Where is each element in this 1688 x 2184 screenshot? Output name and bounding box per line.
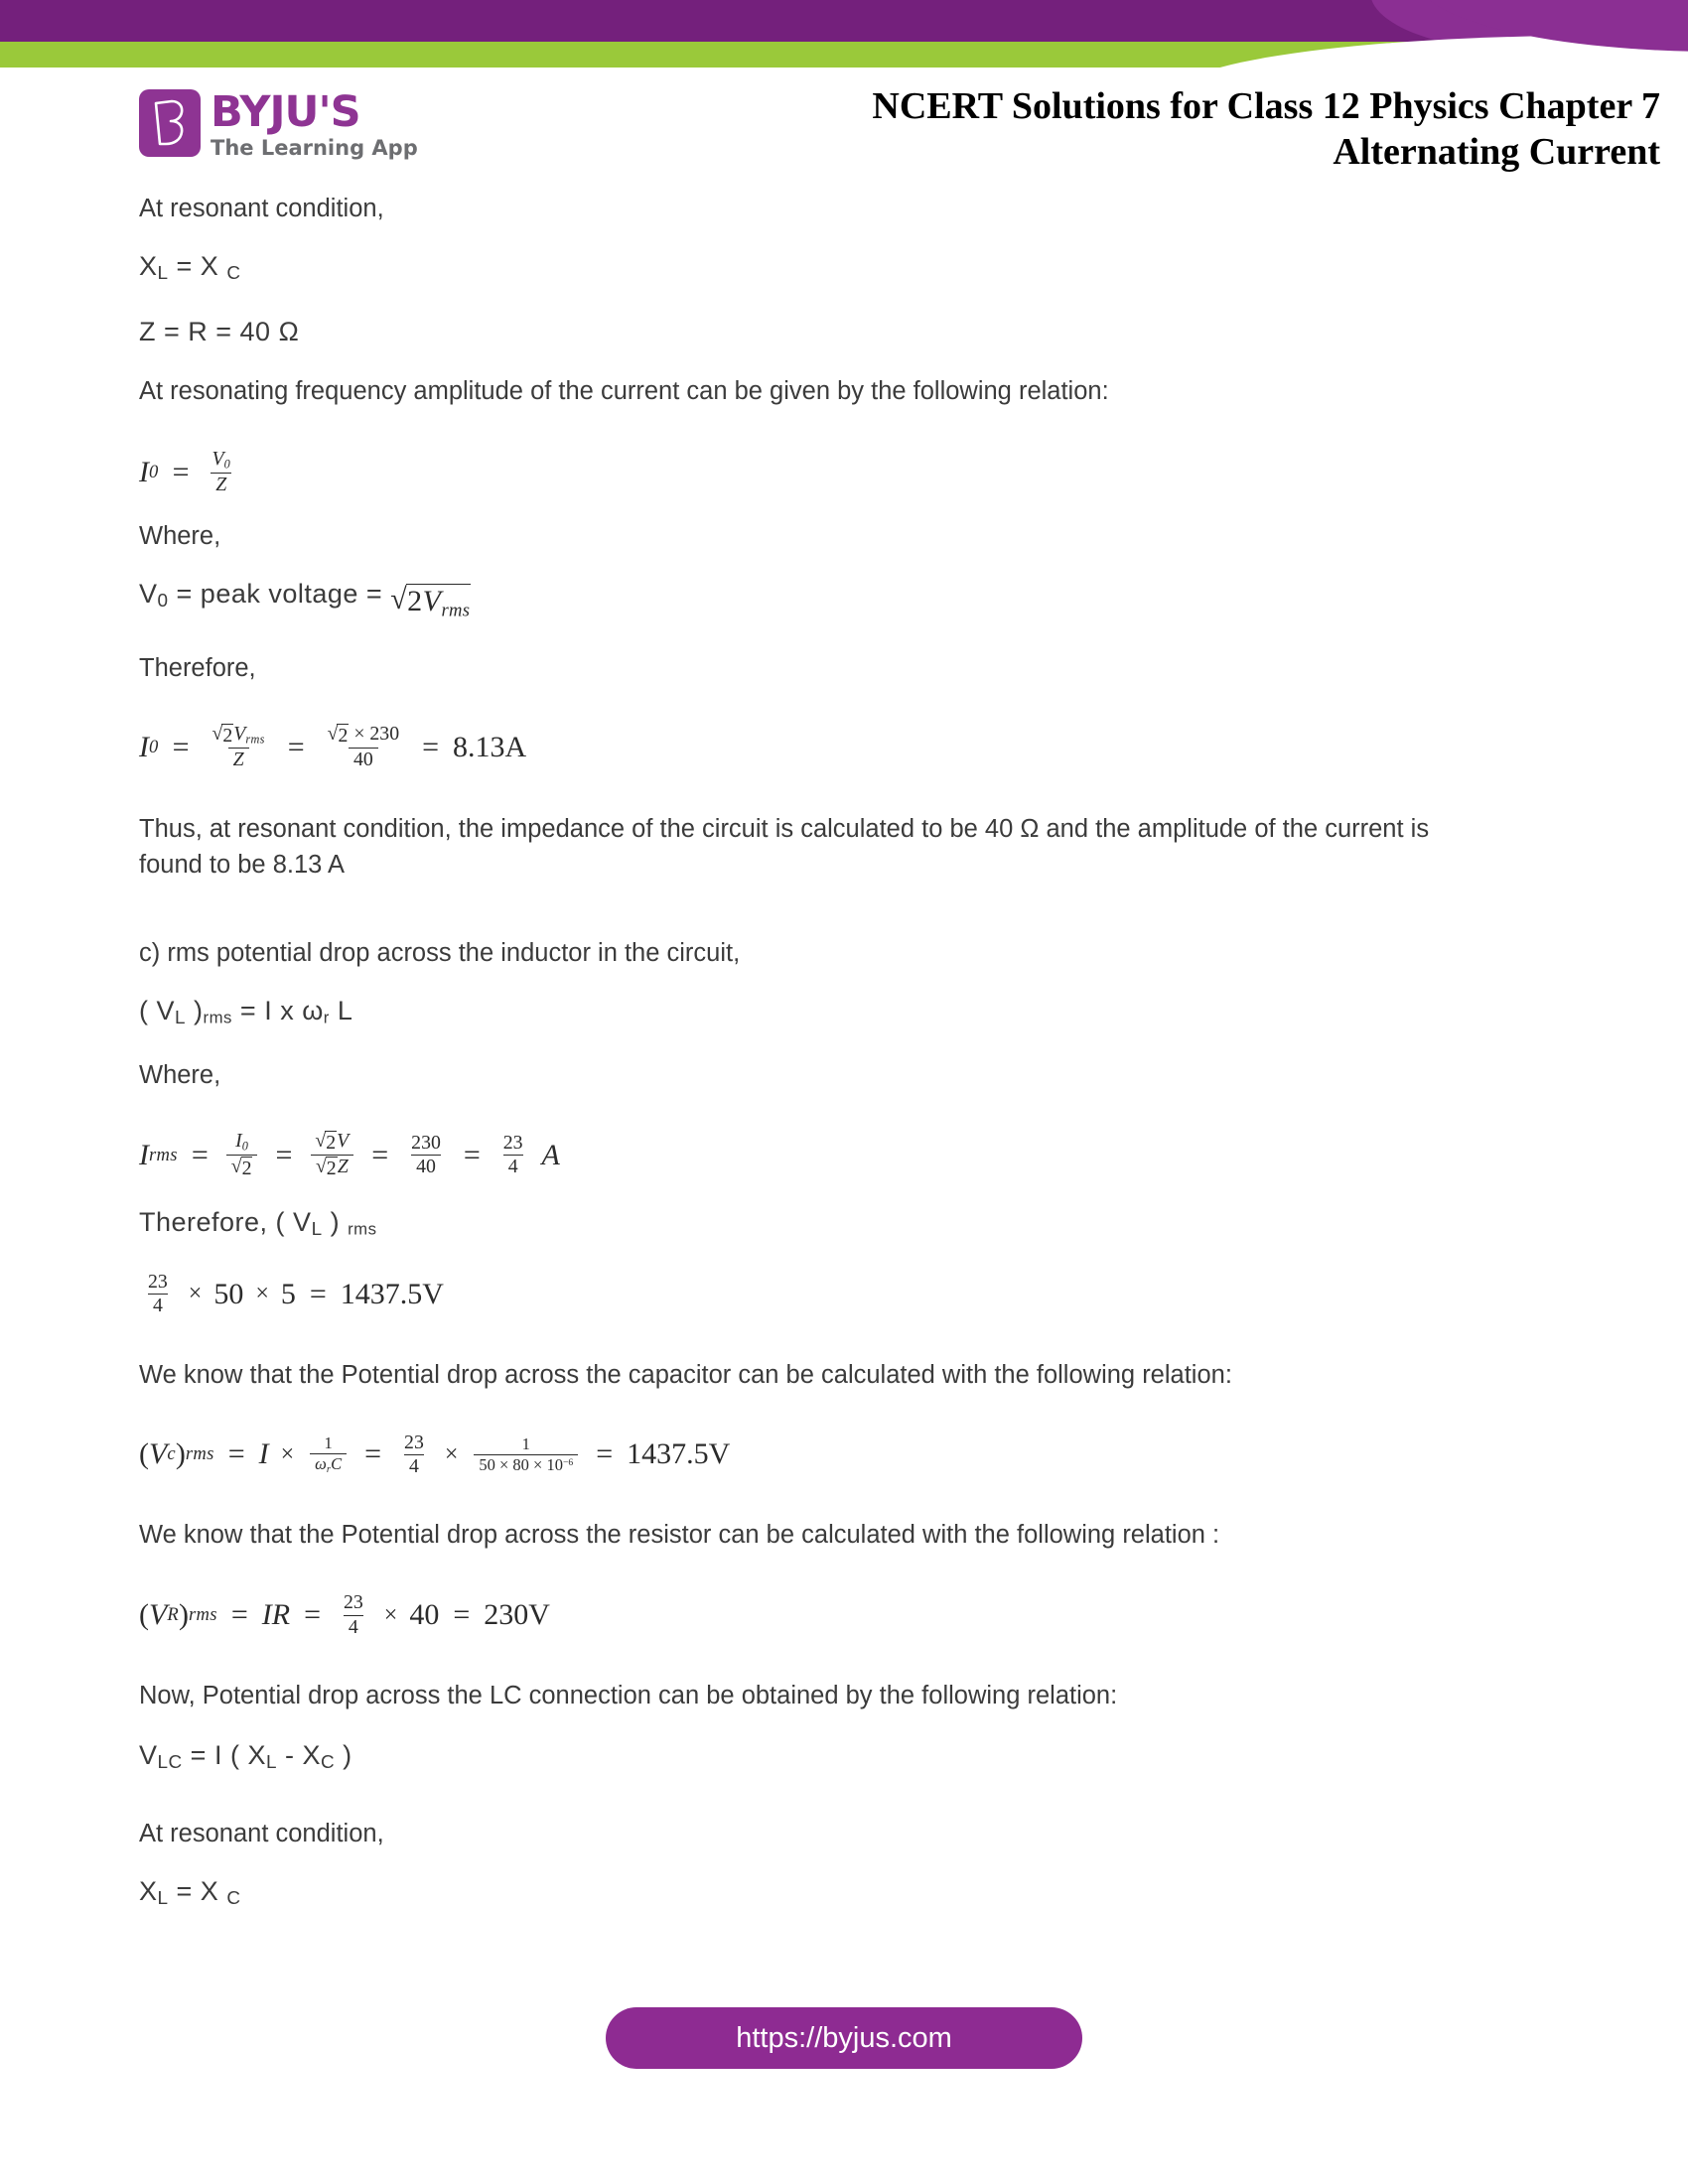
- fraction-denominator: [310, 1453, 347, 1475]
- spacer: [139, 710, 1549, 724]
- fraction-230-over-40: [406, 1133, 446, 1178]
- vc-symbol: V: [149, 1437, 168, 1471]
- multiply-sign-2: ×: [444, 1440, 459, 1467]
- rms-subscript: rms: [203, 1008, 232, 1027]
- irms-subscript: rms: [149, 1144, 178, 1165]
- radical-sign: √: [390, 583, 408, 616]
- radicand-value: 2: [326, 1131, 337, 1154]
- fraction-numerator: [208, 449, 236, 473]
- spacer: [139, 1117, 1549, 1131]
- text-resonating-frequency: At resonating frequency amplitude of the current can be given by the following relation:: [139, 377, 1109, 406]
- v-var-subscript: rms: [245, 732, 265, 747]
- spacer: [139, 908, 1549, 938]
- fraction-sqrt2x230-over-40: [323, 724, 404, 771]
- xl-subscript: L: [157, 1888, 169, 1910]
- omega-r-subscript: r: [323, 1008, 330, 1027]
- spacer: [139, 1343, 1549, 1357]
- fraction-23-over-4: [498, 1133, 528, 1178]
- therefore-label: Therefore, ( V: [139, 1206, 312, 1237]
- equals-sign-3: =: [371, 1138, 389, 1171]
- rms-subscript: rms: [189, 1604, 217, 1626]
- xl-symbol: X: [139, 251, 158, 281]
- fraction-numerator: √ 2 V: [315, 1129, 350, 1154]
- multiply-sign: ×: [383, 1601, 398, 1628]
- spacer: [139, 435, 1549, 449]
- equals-sign-1: =: [227, 1437, 245, 1471]
- fraction-numerator: √ 2 Vrms: [211, 723, 265, 748]
- spacer: [139, 797, 1549, 811]
- sqrt-2-vrms: [390, 584, 471, 627]
- b-letter-icon: [152, 99, 186, 146]
- i0-symbol: I: [139, 455, 149, 488]
- vr-symbol: V: [149, 1598, 168, 1632]
- equals-sign-3: =: [422, 730, 440, 763]
- xc-subscript: C: [226, 1888, 241, 1910]
- equals-sign-2: =: [287, 730, 305, 763]
- equals-sign-3: =: [453, 1598, 471, 1632]
- ampere-unit: A: [541, 1138, 560, 1171]
- minus-xc: - X: [276, 1740, 321, 1771]
- document-content: [139, 194, 1549, 1941]
- text-at-resonant-condition-2: At resonant condition,: [139, 1820, 384, 1848]
- radicand: [406, 584, 471, 627]
- close-paren: ): [322, 1206, 349, 1237]
- fraction-23-over-4: [399, 1433, 429, 1478]
- vlc-subscript: LC: [157, 1752, 183, 1774]
- fraction-v0-over-z: [208, 449, 236, 495]
- fraction-i0-over-sqrt2: [226, 1131, 258, 1179]
- equation-xl-equals-xc-1: [139, 250, 1549, 290]
- current-symbol: I: [258, 1437, 269, 1471]
- equation-irms-chain: [139, 1131, 1549, 1180]
- equation-vl-rms-definition: [139, 995, 1549, 1034]
- text-where-1: Where,: [139, 522, 221, 551]
- vc-subscript: c: [167, 1443, 176, 1465]
- equals-sign-1: =: [230, 1598, 248, 1632]
- fraction-numerator: 23: [404, 1431, 424, 1453]
- denominator-exponent: −6: [563, 1456, 574, 1468]
- spacer: [139, 1419, 1549, 1433]
- i0-subscript: 0: [149, 736, 159, 757]
- equals-sign: =: [309, 1277, 327, 1310]
- equals-sign-4: =: [463, 1138, 481, 1171]
- vlc-rhs: = I ( X: [182, 1740, 266, 1771]
- vl-rhs: = I x ω: [231, 995, 324, 1025]
- i-symbol: I: [235, 1130, 242, 1153]
- page-title-line-1: NCERT Solutions for Class 12 Physics Chapter 7: [872, 85, 1660, 127]
- v-subscript-zero: 0: [157, 591, 169, 613]
- byjus-logo: [139, 89, 418, 160]
- fraction-denominator: 4: [404, 1454, 424, 1477]
- irms-symbol: I: [139, 1138, 149, 1171]
- v-var: V: [422, 585, 442, 618]
- vc-result: 1437.5V: [627, 1437, 731, 1471]
- radicand-value: 2: [241, 1158, 252, 1180]
- byjus-url-button[interactable]: [606, 2007, 1082, 2069]
- vlc-symbol: V: [139, 1740, 158, 1771]
- value-40: 40: [409, 1598, 440, 1632]
- logo-wordmark: BYJU'S: [211, 87, 360, 137]
- text-part-c-heading: c) rms potential drop across the inductor in the circuit,: [139, 938, 741, 967]
- vr-subscript: R: [167, 1604, 179, 1626]
- fraction-numerator: [230, 1131, 253, 1155]
- equals-sign-2: =: [275, 1138, 293, 1171]
- fraction-numerator: 23: [343, 1591, 363, 1614]
- radicand-value: 2: [338, 725, 349, 748]
- spacer: [139, 1664, 1549, 1678]
- equation-peak-voltage: [139, 578, 1549, 627]
- equation-vl-value: [139, 1272, 1549, 1317]
- spacer: [139, 1578, 1549, 1592]
- vl-open-paren: ( V: [139, 995, 176, 1025]
- vr-result: 230V: [484, 1598, 550, 1632]
- xl-symbol: X: [139, 1876, 158, 1907]
- vl-subscript: L: [175, 1007, 187, 1028]
- vl-subscript: L: [311, 1218, 323, 1240]
- fraction-sqrt2v-over-sqrt2z: [310, 1131, 353, 1180]
- equals-sign-3: =: [596, 1437, 614, 1471]
- multiply-sign-2: ×: [255, 1281, 269, 1307]
- close-paren: ): [175, 1437, 186, 1471]
- rms-subscript: rms: [348, 1219, 377, 1239]
- fraction-numerator: 23: [148, 1270, 168, 1293]
- fraction-denominator: 40: [411, 1155, 441, 1177]
- equation-vc-rms: [139, 1433, 1549, 1478]
- multiply-sign-1: ×: [280, 1440, 295, 1467]
- spacer: [139, 1805, 1549, 1819]
- fraction-denominator: [474, 1454, 578, 1474]
- page-title-line-2: Alternating Current: [1333, 131, 1660, 173]
- text-therefore-vl-rms: [139, 1206, 1549, 1246]
- v0-subscript: 0: [223, 457, 231, 472]
- equation-z-equals-r: Z = R = 40 Ω: [139, 317, 300, 347]
- vl-close-paren: ): [186, 995, 204, 1025]
- v-var-subscript: rms: [441, 601, 471, 622]
- omega-subscript: r: [326, 1463, 332, 1475]
- v-symbol: V: [139, 579, 158, 610]
- i-subscript: 0: [241, 1139, 249, 1154]
- text-capacitor-relation: We know that the Potential drop across the capacitor can be calculated with the following relation:: [139, 1360, 1232, 1389]
- xl-subscript: L: [265, 1752, 277, 1774]
- close-paren: ): [179, 1598, 189, 1632]
- xc-subscript: C: [226, 263, 241, 285]
- fraction-denominator: Z: [228, 748, 249, 770]
- text-lc-relation: Now, Potential drop across the LC connection can be obtained by the following relation:: [139, 1682, 1118, 1710]
- multiply-sign-1: ×: [188, 1281, 203, 1307]
- equation-xl-equals-xc-2: [139, 1875, 1549, 1915]
- capacitance-symbol: C: [331, 1453, 343, 1473]
- text-thus-conclusion: Thus, at resonant condition, the impedance of the circuit is calculated to be 40 Ω and the amplitude of the current is found to be 8.13 A: [139, 814, 1430, 879]
- close-paren: ): [335, 1740, 352, 1771]
- equals-sign-2: =: [364, 1437, 382, 1471]
- page-header: [0, 69, 1688, 184]
- i0-subscript: 0: [149, 461, 159, 482]
- text-at-resonant-condition-1: At resonant condition,: [139, 195, 384, 222]
- fraction-denominator: 4: [344, 1615, 363, 1638]
- vl-result: 1437.5V: [340, 1277, 444, 1310]
- omega-symbol: ω: [315, 1453, 327, 1473]
- inductance-symbol: L: [329, 995, 353, 1025]
- fraction-denominator: √ 2: [226, 1155, 258, 1179]
- i0-symbol: I: [139, 730, 149, 763]
- fraction-numerator: 23: [502, 1131, 523, 1154]
- spacer: [139, 1503, 1549, 1517]
- page-title: [872, 83, 1660, 175]
- rms-subscript: rms: [185, 1443, 214, 1465]
- denominator-base: 50 × 80 × 10: [479, 1454, 563, 1474]
- text-therefore-1: Therefore,: [139, 654, 256, 683]
- peak-voltage-label: = peak voltage =: [168, 579, 391, 610]
- text-resistor-relation: We know that the Potential drop across the resistor can be calculated with the following relation :: [139, 1521, 1220, 1550]
- byjus-url-label: https://byjus.com: [736, 2021, 952, 2054]
- text-where-2: Where,: [139, 1060, 221, 1089]
- v-var: V: [233, 723, 246, 746]
- fraction-1-over-omega-r-c: [310, 1434, 347, 1475]
- value-50: 50: [213, 1277, 244, 1310]
- equals-sign-1: =: [172, 730, 190, 763]
- fraction-denominator: Z: [211, 473, 231, 495]
- fraction-23-over-4: [339, 1592, 368, 1638]
- equation-i0-full: [139, 724, 1549, 771]
- open-paren: (: [139, 1437, 149, 1471]
- z-var: Z: [337, 1156, 349, 1178]
- fraction-1-over-50x80x10e-6: [474, 1435, 578, 1474]
- v0-symbol: V: [211, 448, 224, 471]
- byjus-logo-mark-icon: [139, 89, 201, 157]
- equals-x: = X: [168, 1876, 227, 1907]
- ir-product: IR: [261, 1598, 291, 1632]
- radicand-value: 2: [326, 1158, 337, 1180]
- xc-subscript: C: [320, 1752, 336, 1774]
- v-var: V: [337, 1129, 350, 1152]
- equals-sign: =: [172, 455, 190, 488]
- i0-result: 8.13A: [453, 730, 527, 763]
- fraction-sqrt2vrms-over-z: [208, 724, 270, 771]
- top-decoration-band: [0, 0, 1688, 69]
- fraction-denominator: 40: [349, 748, 378, 770]
- radicand-value: 2: [407, 585, 423, 618]
- numerator-rest: × 230: [353, 723, 400, 746]
- fraction-numerator: √ 2 × 230: [327, 723, 400, 748]
- fraction-denominator: √ 2 Z: [311, 1155, 353, 1179]
- equation-i0-simple: [139, 449, 1549, 495]
- fraction-denominator: 4: [148, 1294, 168, 1316]
- equation-vr-rms: [139, 1592, 1549, 1638]
- fraction-23-over-4: [143, 1272, 173, 1317]
- fraction-numerator: 1: [324, 1433, 333, 1452]
- open-paren: (: [139, 1598, 149, 1632]
- equals-x: = X: [168, 251, 227, 281]
- equation-vlc: [139, 1739, 1549, 1779]
- equals-sign-2: =: [304, 1598, 321, 1632]
- logo-tagline: The Learning App: [211, 136, 418, 160]
- radicand-value: 2: [222, 725, 233, 748]
- fraction-numerator: 1: [521, 1434, 530, 1454]
- fraction-numerator: 230: [411, 1131, 441, 1154]
- fraction-denominator: 4: [503, 1155, 523, 1177]
- equals-sign-1: =: [191, 1138, 209, 1171]
- xl-subscript: L: [157, 263, 169, 285]
- value-5: 5: [280, 1277, 296, 1310]
